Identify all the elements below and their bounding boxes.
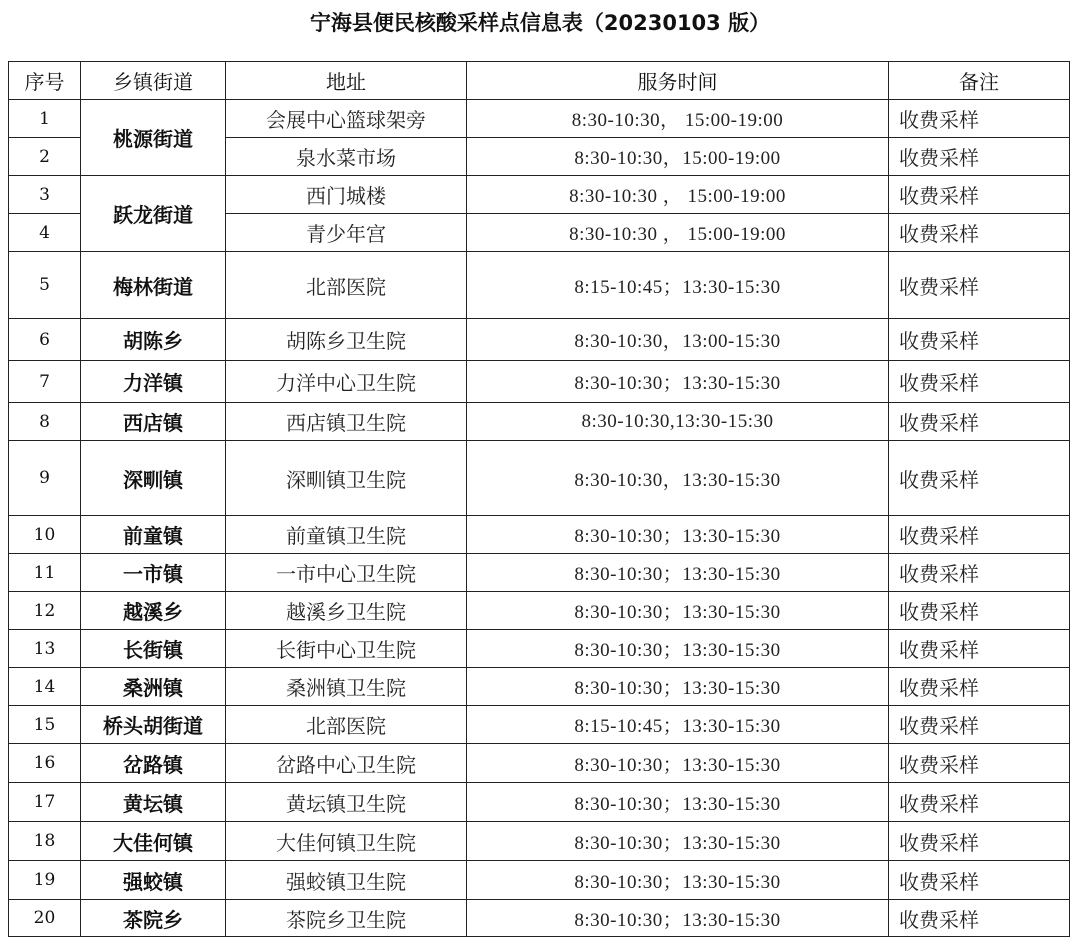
remark-cell: 收费采样 [889, 592, 1070, 630]
service-time-cell: 8:30-10:30；13:30-15:30 [467, 592, 889, 630]
service-time-cell: 8:30-10:30 ， 15:00-19:00 [467, 176, 889, 214]
row-index-cell: 5 [9, 252, 81, 319]
town-cell: 桥头胡街道 [81, 706, 226, 744]
row-index-cell: 10 [9, 516, 81, 554]
table-row [9, 706, 1070, 744]
row-index-cell: 6 [9, 319, 81, 361]
remark-cell: 收费采样 [889, 361, 1070, 403]
town-cell: 深甽镇 [81, 441, 226, 516]
table-row [9, 668, 1070, 706]
service-time-cell: 8:30-10:30；13:30-15:30 [467, 361, 889, 403]
address-cell: 青少年宫 [226, 214, 467, 252]
header-remark: 备注 [889, 62, 1070, 100]
row-index-cell: 12 [9, 592, 81, 630]
town-cell: 大佳何镇 [81, 822, 226, 861]
remark-cell: 收费采样 [889, 441, 1070, 516]
address-cell: 胡陈乡卫生院 [226, 319, 467, 361]
table-row [9, 441, 1070, 516]
service-time-cell: 8:30-10:30；13:30-15:30 [467, 783, 889, 822]
header-town: 乡镇街道 [81, 62, 226, 100]
service-time-cell: 8:30-10:30，13:30-15:30 [467, 441, 889, 516]
remark-cell: 收费采样 [889, 822, 1070, 861]
row-index-cell: 15 [9, 706, 81, 744]
service-time-cell: 8:30-10:30 ， 15:00-19:00 [467, 214, 889, 252]
address-cell: 西店镇卫生院 [226, 403, 467, 441]
table-row [9, 176, 1070, 214]
table-row [9, 592, 1070, 630]
row-index-cell: 3 [9, 176, 81, 214]
town-cell: 桑洲镇 [81, 668, 226, 706]
row-index-cell: 2 [9, 138, 81, 176]
address-cell: 北部医院 [226, 252, 467, 319]
service-time-cell: 8:30-10:30；13:30-15:30 [467, 861, 889, 900]
town-cell: 一市镇 [81, 554, 226, 592]
service-time-cell: 8:30-10:30， 15:00-19:00 [467, 100, 889, 138]
remark-cell: 收费采样 [889, 516, 1070, 554]
table-row [9, 744, 1070, 783]
address-cell: 强蛟镇卫生院 [226, 861, 467, 900]
remark-cell: 收费采样 [889, 403, 1070, 441]
remark-cell: 收费采样 [889, 214, 1070, 252]
town-cell: 前童镇 [81, 516, 226, 554]
service-time-cell: 8:30-10:30；13:30-15:30 [467, 900, 889, 937]
town-cell: 胡陈乡 [81, 319, 226, 361]
table-row [9, 516, 1070, 554]
service-time-cell: 8:30-10:30；13:30-15:30 [467, 744, 889, 783]
address-cell: 泉水菜市场 [226, 138, 467, 176]
row-index-cell: 7 [9, 361, 81, 403]
town-cell: 长街镇 [81, 630, 226, 668]
table-row [9, 822, 1070, 861]
row-index-cell: 18 [9, 822, 81, 861]
table-row [9, 361, 1070, 403]
remark-cell: 收费采样 [889, 744, 1070, 783]
row-index-cell: 19 [9, 861, 81, 900]
remark-cell: 收费采样 [889, 900, 1070, 937]
address-cell: 桑洲镇卫生院 [226, 668, 467, 706]
row-index-cell: 9 [9, 441, 81, 516]
service-time-cell: 8:30-10:30，13:00-15:30 [467, 319, 889, 361]
address-cell: 会展中心篮球架旁 [226, 100, 467, 138]
row-index-cell: 11 [9, 554, 81, 592]
table-body [9, 100, 1070, 937]
service-time-cell: 8:30-10:30；13:30-15:30 [467, 822, 889, 861]
town-cell: 跃龙街道 [81, 176, 226, 252]
address-cell: 前童镇卫生院 [226, 516, 467, 554]
row-index-cell: 13 [9, 630, 81, 668]
row-index-cell: 16 [9, 744, 81, 783]
service-time-cell: 8:15-10:45；13:30-15:30 [467, 252, 889, 319]
address-cell: 大佳何镇卫生院 [226, 822, 467, 861]
address-cell: 一市中心卫生院 [226, 554, 467, 592]
address-cell: 黄坛镇卫生院 [226, 783, 467, 822]
address-cell: 岔路中心卫生院 [226, 744, 467, 783]
row-index-cell: 14 [9, 668, 81, 706]
town-cell: 岔路镇 [81, 744, 226, 783]
service-time-cell: 8:15-10:45；13:30-15:30 [467, 706, 889, 744]
table-row [9, 554, 1070, 592]
table-row [9, 783, 1070, 822]
remark-cell: 收费采样 [889, 176, 1070, 214]
table-row [9, 252, 1070, 319]
town-cell: 强蛟镇 [81, 861, 226, 900]
address-cell: 北部医院 [226, 706, 467, 744]
town-cell: 西店镇 [81, 403, 226, 441]
town-cell: 黄坛镇 [81, 783, 226, 822]
remark-cell: 收费采样 [889, 630, 1070, 668]
table-row [9, 630, 1070, 668]
row-index-cell: 20 [9, 900, 81, 937]
address-cell: 茶院乡卫生院 [226, 900, 467, 937]
row-index-cell: 8 [9, 403, 81, 441]
remark-cell: 收费采样 [889, 319, 1070, 361]
document-title: 宁海县便民核酸采样点信息表（20230103 版） [309, 11, 771, 35]
row-index-cell: 4 [9, 214, 81, 252]
service-time-cell: 8:30-10:30，15:00-19:00 [467, 138, 889, 176]
remark-cell: 收费采样 [889, 138, 1070, 176]
service-time-cell: 8:30-10:30；13:30-15:30 [467, 554, 889, 592]
remark-cell: 收费采样 [889, 252, 1070, 319]
town-cell: 力洋镇 [81, 361, 226, 403]
address-cell: 长街中心卫生院 [226, 630, 467, 668]
remark-cell: 收费采样 [889, 668, 1070, 706]
remark-cell: 收费采样 [889, 783, 1070, 822]
remark-cell: 收费采样 [889, 706, 1070, 744]
table-header-row [9, 62, 1070, 100]
header-address: 地址 [226, 62, 467, 100]
header-service-time: 服务时间 [467, 62, 889, 100]
town-cell: 桃源街道 [81, 100, 226, 176]
table-row [9, 861, 1070, 900]
town-cell: 茶院乡 [81, 900, 226, 937]
service-time-cell: 8:30-10:30,13:30-15:30 [467, 403, 889, 441]
table-row [9, 403, 1070, 441]
town-cell: 越溪乡 [81, 592, 226, 630]
row-index-cell: 1 [9, 100, 81, 138]
service-time-cell: 8:30-10:30；13:30-15:30 [467, 630, 889, 668]
remark-cell: 收费采样 [889, 861, 1070, 900]
service-time-cell: 8:30-10:30；13:30-15:30 [467, 516, 889, 554]
address-cell: 深甽镇卫生院 [226, 441, 467, 516]
table-row [9, 319, 1070, 361]
table-row [9, 900, 1070, 937]
service-time-cell: 8:30-10:30；13:30-15:30 [467, 668, 889, 706]
header-index: 序号 [9, 62, 81, 100]
row-index-cell: 17 [9, 783, 81, 822]
address-cell: 力洋中心卫生院 [226, 361, 467, 403]
remark-cell: 收费采样 [889, 554, 1070, 592]
sampling-sites-table [8, 61, 1070, 937]
address-cell: 越溪乡卫生院 [226, 592, 467, 630]
town-cell: 梅林街道 [81, 252, 226, 319]
address-cell: 西门城楼 [226, 176, 467, 214]
table-row [9, 100, 1070, 138]
remark-cell: 收费采样 [889, 100, 1070, 138]
